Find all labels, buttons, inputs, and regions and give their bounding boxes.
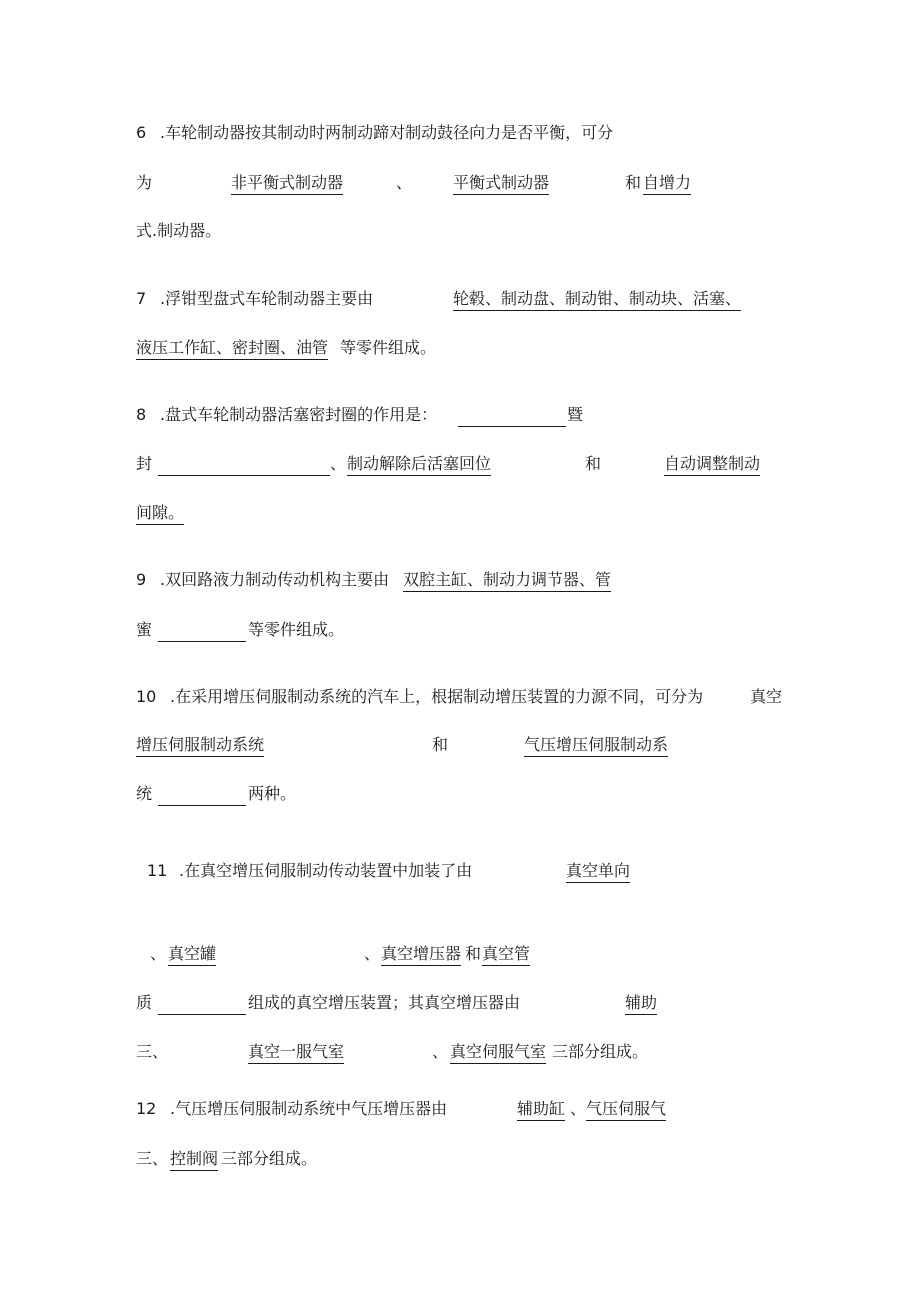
separator: 、: [150, 944, 167, 963]
answer-fill: 真空增压器: [381, 943, 461, 966]
answer-fill: 液压工作缸、密封圈、油管: [136, 337, 328, 360]
question-stem: .双回路液力制动传动机构主要由: [160, 570, 390, 589]
answer-fill: 增压伺服制动系统: [136, 734, 264, 757]
answer-fill: 辅助缸: [517, 1098, 565, 1121]
question-number: 11: [147, 861, 168, 880]
answer-blank: [158, 453, 330, 476]
conjunction: 和: [585, 454, 602, 473]
prefix-text: 质: [136, 993, 153, 1012]
tail-text: 三部分组成。: [221, 1149, 318, 1168]
question-number: 10: [136, 687, 157, 706]
prefix-text: 为: [136, 173, 153, 192]
question-number: 6: [136, 123, 147, 142]
answer-blank: [458, 404, 566, 427]
question-stem: .在真空增压伺服制动传动装置中加装了由: [179, 861, 473, 880]
prefix-text: 三、: [136, 1042, 169, 1061]
answer-fill: 非平衡式制动器: [231, 172, 343, 195]
answer-fill: 气压伺服气: [586, 1098, 666, 1121]
tail-text: 两种。: [248, 784, 297, 803]
conjunction: 和: [465, 944, 482, 963]
answer-blank: [158, 992, 246, 1015]
answer-fill: 双腔主缸、制动力调节器、管: [403, 569, 611, 592]
answer-fill: 间隙。: [136, 502, 184, 525]
answer-fill: 真空一服气室: [248, 1041, 344, 1064]
separator: 、: [570, 1099, 587, 1118]
answer-fill: 真空管: [482, 943, 530, 966]
answer-fill: 控制阀: [170, 1148, 218, 1171]
question-stem: .气压增压伺服制动系统中气压增压器由: [170, 1099, 448, 1118]
answer-blank: [158, 783, 246, 806]
separator: 、: [364, 944, 381, 963]
conjunction: 和: [432, 735, 449, 754]
question-number: 7: [136, 289, 147, 308]
answer-fill: 平衡式制动器: [453, 172, 549, 195]
tail-text: 三部分组成。: [552, 1042, 649, 1061]
prefix-text: 蜜: [136, 620, 153, 639]
answer-blank: [158, 619, 246, 642]
tail-text: 暨: [567, 405, 584, 424]
answer-fill: 轮毂、制动盘、制动钳、制动块、活塞、: [453, 288, 741, 311]
separator: 、: [432, 1042, 449, 1061]
question-number: 12: [136, 1099, 157, 1118]
answer-fill: 辅助: [625, 992, 657, 1015]
conjunction: 和: [625, 173, 642, 192]
prefix-text: 统: [136, 784, 153, 803]
continuation-text: 式.制动器。: [136, 221, 222, 240]
tail-text: 等零件组成。: [248, 620, 345, 639]
question-stem: .在采用增压伺服制动系统的汽车上，根据制动增压装置的力源不同，可分为: [170, 687, 704, 706]
prefix-text: 封: [136, 454, 153, 473]
question-number: 9: [136, 570, 147, 589]
answer-fill: 自动调整制动: [664, 453, 760, 476]
question-stem: .盘式车轮制动器活塞密封圈的作用是：: [160, 405, 438, 424]
answer-fill: 真空单向: [566, 860, 630, 883]
question-stem: .浮钳型盘式车轮制动器主要由: [160, 289, 374, 308]
answer-fill: 真空伺服气室: [450, 1041, 546, 1064]
answer-fill: 制动解除后活塞回位: [347, 453, 491, 476]
mid-text: 组成的真空增压装置；其真空增压器由: [248, 993, 521, 1012]
tail-text: 等零件组成。: [340, 338, 437, 357]
prefix-text: 三、: [136, 1149, 169, 1168]
question-number: 8: [136, 405, 147, 424]
answer-fill: 真空罐: [168, 943, 216, 966]
separator: 、: [330, 454, 347, 473]
answer-fill: 气压增压伺服制动系: [524, 734, 668, 757]
question-stem: .车轮制动器按其制动时两制动蹄对制动鼓径向力是否平衡，可分: [160, 123, 614, 142]
answer-fill: 自增力: [643, 172, 691, 195]
separator: 、: [396, 173, 413, 192]
answer-fill: 真空: [750, 687, 783, 706]
